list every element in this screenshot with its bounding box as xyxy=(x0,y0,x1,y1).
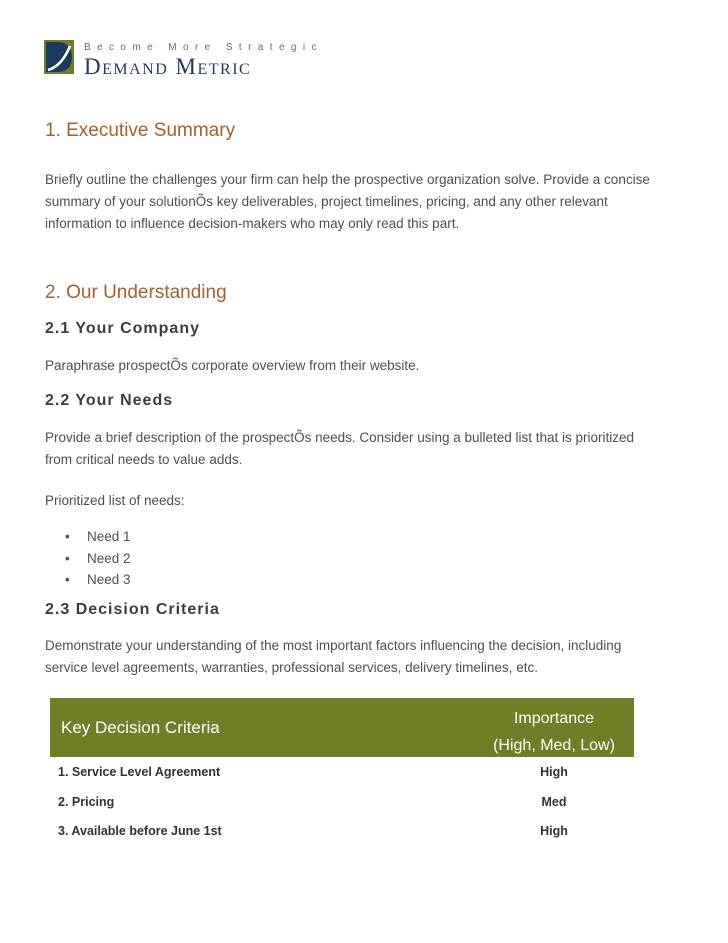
heading-executive-summary: 1. Executive Summary xyxy=(45,120,236,141)
column-header-importance: Importance (High, Med, Low) xyxy=(493,710,615,754)
table-header xyxy=(50,698,634,757)
your-needs-text: Provide a brief description of the prospectÕs needs. Consider using a bulleted list that is prioritized from critical needs to value adds. xyxy=(45,430,635,467)
demand-metric-logo-icon xyxy=(44,40,74,74)
brand-tagline: Become More Strategic xyxy=(84,42,323,53)
table-row xyxy=(50,787,634,817)
list-item: • Need 3 xyxy=(45,569,131,591)
decision-criteria-text: Demonstrate your understanding of the most important factors influencing the decision, including service level agreements, warranties, professional services, delivery timelines, etc. xyxy=(45,638,622,675)
criterion-cell: 2. Pricing xyxy=(58,794,115,809)
needs-list xyxy=(45,526,131,591)
criterion-cell: 1. Service Level Agreement xyxy=(58,765,221,779)
needs-list-intro: Prioritized list of needs: xyxy=(45,493,185,508)
heading-decision-criteria: 2.3 Decision Criteria xyxy=(45,601,220,618)
bullet-icon: • xyxy=(65,550,70,566)
heading-our-understanding: 2. Our Understanding xyxy=(45,282,227,303)
importance-cell: High xyxy=(540,824,568,838)
list-item: • Need 1 xyxy=(45,526,131,548)
company-logo xyxy=(44,40,344,80)
importance-cell: Med xyxy=(541,794,567,809)
table-row xyxy=(50,757,634,787)
brand-name: Demand Metric xyxy=(84,54,252,79)
executive-summary-text: Briefly outline the challenges your firm can help the prospective organization solve. Provide a concise summary of your solutionÕs key deliverables, project timelines, pricing, and any other relevant information to influence decision-makers who may only read this part. xyxy=(45,172,650,231)
heading-your-needs: 2.2 Your Needs xyxy=(45,392,174,409)
table-row xyxy=(50,816,634,846)
heading-your-company: 2.1 Your Company xyxy=(45,320,200,337)
bullet-icon: • xyxy=(65,529,70,544)
decision-criteria-table xyxy=(50,698,634,846)
list-item: • Need 2 xyxy=(45,548,131,570)
bullet-icon: • xyxy=(65,572,70,587)
importance-cell: High xyxy=(540,765,568,779)
criterion-cell: 3. Available before June 1st xyxy=(58,824,222,838)
your-company-text: Paraphrase prospectÕs corporate overview from their website. xyxy=(45,358,420,373)
column-header-criteria: Key Decision Criteria xyxy=(61,718,220,737)
